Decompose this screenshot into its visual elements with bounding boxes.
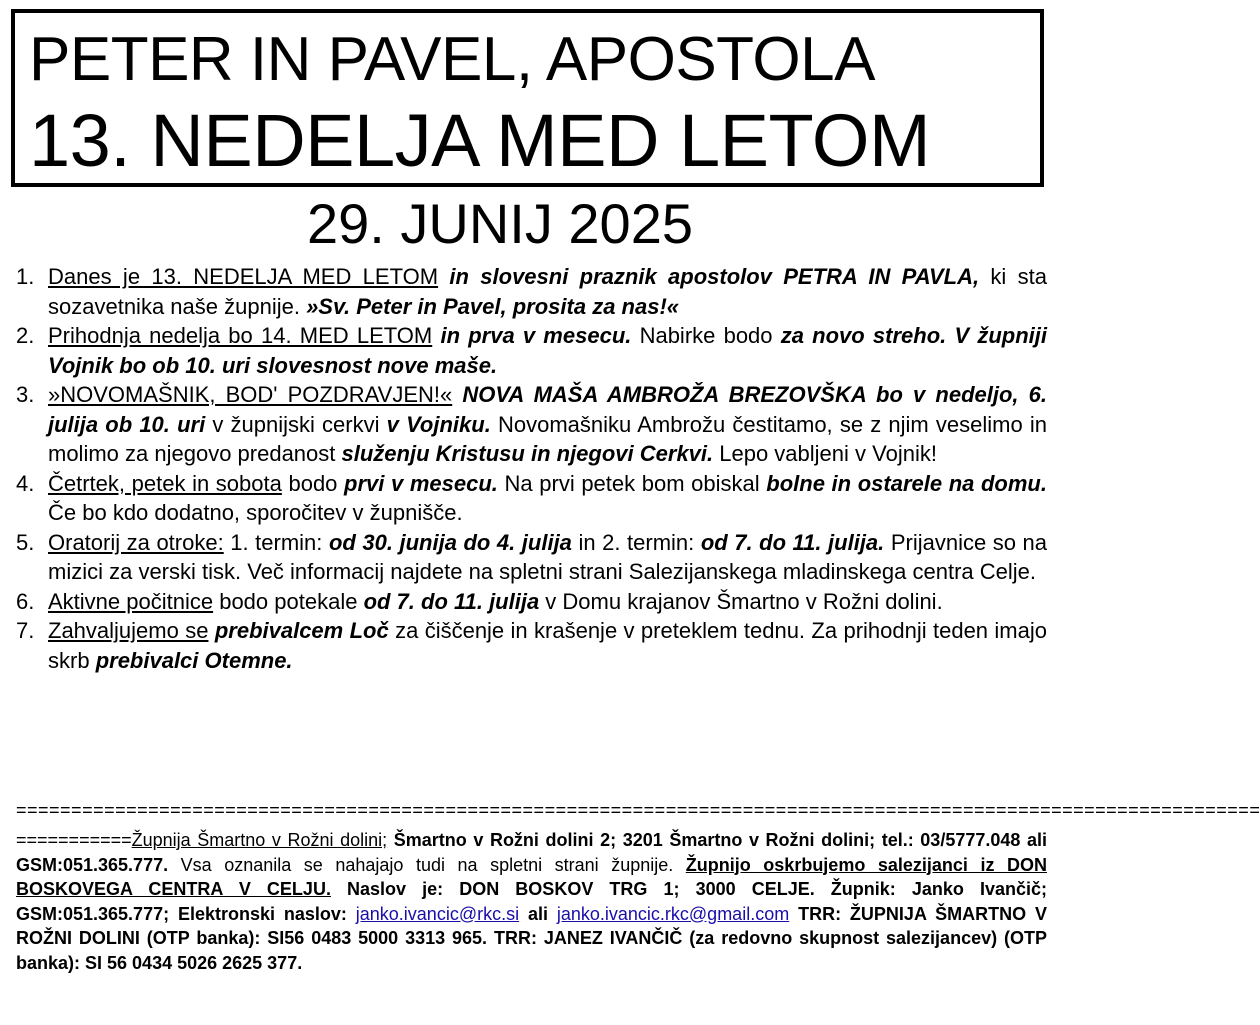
list-item	[16, 262, 1047, 321]
email-link-2[interactable]: janko.ivancic.rkc@gmail.com	[556, 903, 790, 924]
item-number: 7.	[16, 618, 35, 643]
item-emphasis: služenju Kristusu in njegovi Cerkvi.	[341, 441, 714, 466]
item-text: za čiščenje in krašenje v preteklem tednu. Za prihodnji teden imajo skrb	[48, 618, 1047, 673]
title-line-2: 13. NEDELJA MED LETOM	[29, 99, 931, 182]
item-emphasis: in slovesni praznik apostolov PETRA IN PAVLA,	[449, 264, 980, 289]
contact-or: ali	[519, 903, 557, 924]
item-heading: Četrtek, petek in sobota	[48, 470, 282, 496]
item-text: Lepo vabljeni v Vojnik!	[713, 441, 937, 466]
item-text: v župnijski cerkvi	[205, 411, 387, 437]
item-emphasis: od 7. do 11. julija	[363, 588, 540, 614]
item-text: Nabirke bodo	[631, 323, 781, 348]
item-text: Prijavnice so na mizici za verski tisk. Več informacij najdete na spletni strani Salezijanskega mladinskega centra Celje.	[48, 529, 1047, 584]
title-line-1: PETER IN PAVEL, APOSTOLA	[29, 25, 875, 94]
item-emphasis: bolne in ostarele na domu.	[766, 470, 1047, 496]
footer-separator: ===========	[16, 830, 132, 850]
salesian-note: Župnijo oskrbujemo salezijanci iz DON BOSKOVEGA CENTRA V CELJU.	[16, 854, 1047, 899]
list-item	[16, 587, 1047, 617]
item-emphasis: v Vojniku.	[386, 411, 491, 437]
list-item	[16, 528, 1047, 587]
footer-info	[16, 828, 1047, 975]
announcement-list	[16, 262, 1047, 675]
item-emphasis: NOVA MAŠA AMBROŽA BREZOVŠKA bo v nedeljo, 6. julija ob 10. uri	[48, 382, 1047, 437]
item-heading: Zahvaljujemo se	[48, 618, 209, 643]
item-text	[438, 264, 449, 289]
item-text: bodo potekale	[213, 588, 364, 614]
list-item	[16, 380, 1047, 469]
item-text: in 2. termin:	[571, 529, 701, 555]
title-box	[11, 9, 1044, 187]
item-number: 6.	[16, 588, 35, 614]
item-number: 2.	[16, 323, 35, 348]
item-number: 4.	[16, 470, 35, 496]
contact-info: Naslov je: DON BOSKOV TRG 1; 3000 CELJE. Župnik: Janko Ivančič; GSM:051.365.777; Elektronski naslov:	[16, 879, 1047, 924]
item-text: 1. termin:	[223, 529, 329, 555]
parish-name: Župnija Šmartno v Rožni dolini;	[131, 830, 388, 850]
item-emphasis: za novo streho. V župniji Vojnik bo ob 10. uri slovesnost nove maše.	[48, 323, 1047, 378]
item-number: 1.	[16, 264, 35, 289]
item-heading: Danes je 13. NEDELJA MED LETOM	[48, 264, 439, 289]
item-emphasis: prebivalci Otemne.	[95, 647, 293, 673]
bank-info: TRR: ŽUPNIJA ŠMARTNO V ROŽNI DOLINI (OTP banka): SI56 0483 5000 3313 965. TRR: JANEZ IVANČIČ (za redovno skupnost salezijancev) (OTP banka): SI 56 0434 5026 2625 377.	[16, 903, 1048, 973]
item-text: Na prvi petek bom obiskal	[497, 470, 767, 496]
item-heading: Prihodnja nedelja bo 14. MED LETOM	[48, 323, 433, 348]
date-heading: 29. JUNIJ 2025	[307, 192, 693, 255]
item-text: v Domu krajanov Šmartno v Rožni dolini.	[539, 588, 943, 614]
item-number: 3.	[16, 382, 35, 407]
item-text: Novomašniku Ambrožu čestitamo, se z njim veselimo in molimo za njegovo predanost	[48, 411, 1047, 466]
item-heading: Aktivne počitnice	[48, 588, 214, 614]
parish-address: Šmartno v Rožni dolini 2; 3201 Šmartno v Rožni dolini; tel.: 03/5777.048 ali GSM:051.365.777.	[16, 830, 1048, 875]
item-text: ki sta sozavetnika naše župnije.	[48, 264, 1047, 319]
item-emphasis: prvi v mesecu.	[344, 470, 498, 496]
item-heading: »NOVOMAŠNIK, BOD' POZDRAVJEN!«	[48, 382, 453, 407]
item-emphasis: »Sv. Peter in Pavel, prosita za nas!«	[306, 293, 680, 319]
list-item	[16, 616, 1047, 675]
item-text: bodo	[281, 470, 345, 496]
item-emphasis: prebivalcem Loč	[214, 618, 389, 643]
item-emphasis: in prva v mesecu.	[440, 323, 632, 348]
website-note: Vsa oznanila se nahajajo tudi na spletni strani župnije.	[168, 854, 686, 875]
item-heading: Oratorij za otroke:	[48, 529, 224, 555]
item-emphasis: od 7. do 11. julija.	[700, 529, 885, 555]
list-item	[16, 469, 1047, 528]
email-link-1[interactable]: janko.ivancic@rkc.si	[355, 903, 520, 924]
item-number: 5.	[16, 529, 35, 555]
item-emphasis: od 30. junija do 4. julija	[328, 529, 572, 555]
separator-line: =================================================================================================================	[16, 800, 1260, 820]
list-item	[16, 321, 1047, 380]
item-text: Če bo kdo dodatno, sporočitev v župnišče.	[48, 500, 463, 525]
